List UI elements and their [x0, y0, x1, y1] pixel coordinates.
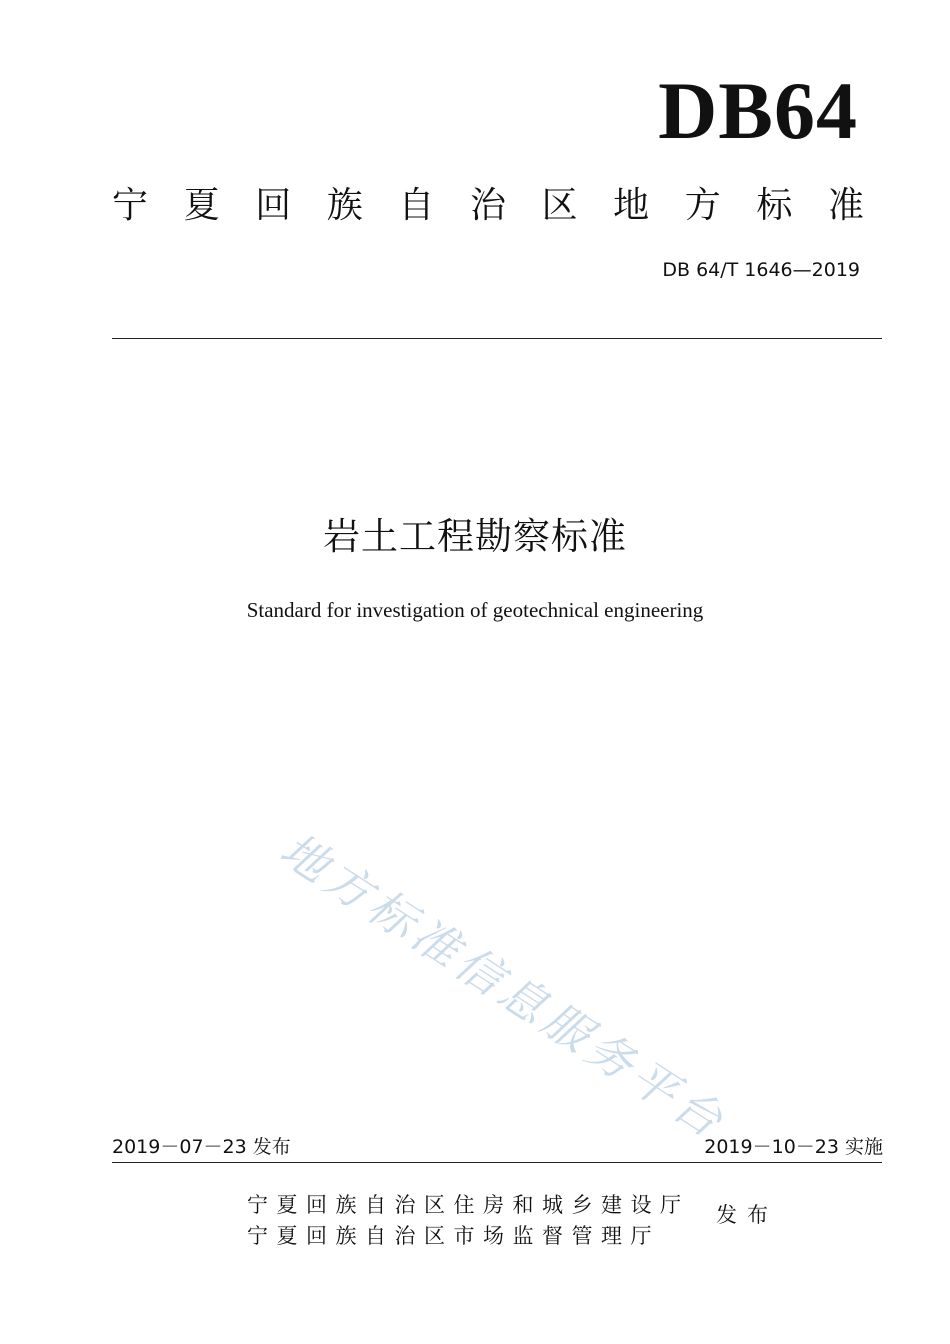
title-char: 方	[684, 185, 721, 226]
issuer-housing-department: 宁夏回族自治区住房和城乡建设厅	[247, 1193, 690, 1217]
title-char: 地	[613, 185, 650, 226]
watermark: 地方标准信息服务平台	[271, 821, 737, 1151]
title-char: 回	[255, 185, 292, 226]
standard-number: DB 64/T 1646—2019	[662, 259, 860, 281]
publish-label: 发布	[716, 1203, 778, 1227]
title-char: 标	[756, 185, 793, 226]
title-char: 夏	[183, 185, 220, 226]
issue-date: 2019－07－23 发布	[112, 1136, 291, 1158]
standard-category-title	[112, 186, 864, 226]
bottom-divider	[112, 1162, 882, 1163]
title-char: 准	[827, 185, 864, 226]
standard-code-logo: DB64	[658, 65, 858, 156]
title-char: 自	[398, 185, 435, 226]
document-title-english: Standard for investigation of geotechnical engineering	[246, 598, 704, 622]
title-char: 治	[469, 185, 506, 226]
issuer-market-regulation-department: 宁夏回族自治区市场监督管理厅	[247, 1224, 660, 1248]
title-char: 族	[326, 185, 363, 226]
issuing-authorities	[247, 1190, 690, 1252]
title-char: 区	[541, 185, 578, 226]
title-char: 宁	[112, 185, 149, 226]
implementation-date: 2019－10－23 实施	[704, 1136, 883, 1158]
document-title: 岩土工程勘察标准	[323, 515, 627, 558]
top-divider	[112, 338, 882, 339]
